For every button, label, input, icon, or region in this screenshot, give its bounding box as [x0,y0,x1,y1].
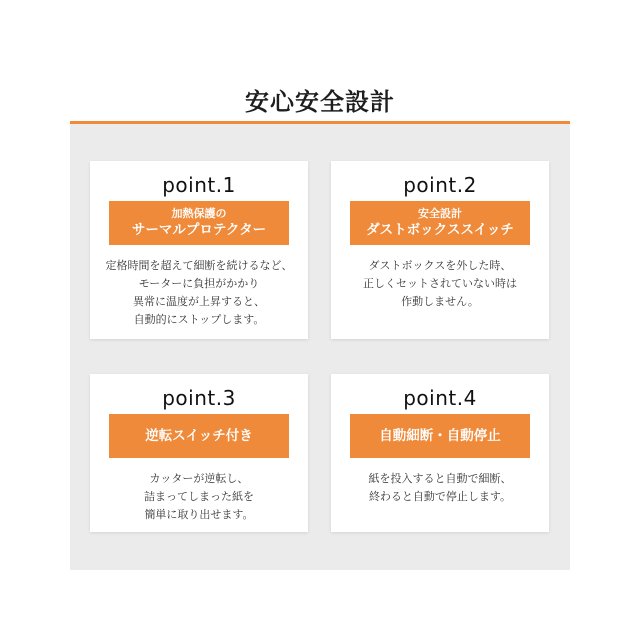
point-description [331,470,549,506]
point-badge [109,414,289,458]
point-description [90,257,308,329]
description-line: モーターに負担がかかり [138,277,260,290]
point-badge [350,201,530,245]
badge-title: 逆転スイッチ付き [145,427,253,444]
point-description [90,470,308,524]
point-card-3 [90,374,308,532]
point-badge [109,201,289,245]
point-card-4 [331,374,549,532]
point-card-2 [331,161,549,339]
badge-subtitle: 安全設計 [418,207,462,220]
description-line: 簡単に取り出せます。 [144,508,254,521]
description-line: 異常に温度が上昇すると、 [133,295,265,308]
point-description [331,257,549,311]
point-label: point.2 [403,173,477,197]
badge-title: サーマルプロテクター [131,222,267,238]
description-line: 正しくセットされていない時は [363,277,517,290]
description-line: 詰まってしまった紙を [144,490,254,503]
description-line: 自動的にストップします。 [133,313,265,326]
point-label: point.4 [403,386,477,410]
description-line: 紙を投入すると自動で細断、 [368,472,512,485]
badge-title: 自動細断・自動停止 [379,427,501,444]
badge-title: ダストボックススイッチ [366,222,514,238]
description-line: 定格時間を超えて細断を続けるなど、 [105,259,293,272]
description-line: カッターが逆転し、 [149,472,249,485]
point-badge [350,414,530,458]
description-line: 作動しません。 [401,295,479,308]
point-label: point.3 [162,386,236,410]
description-line: 終わると自動で停止します。 [368,490,512,503]
point-label: point.1 [162,173,236,197]
description-line: ダストボックスを外した時、 [368,259,512,272]
point-card-1 [90,161,308,339]
badge-subtitle: 加熱保護の [171,207,227,220]
page-title: 安心安全設計 [245,88,395,116]
